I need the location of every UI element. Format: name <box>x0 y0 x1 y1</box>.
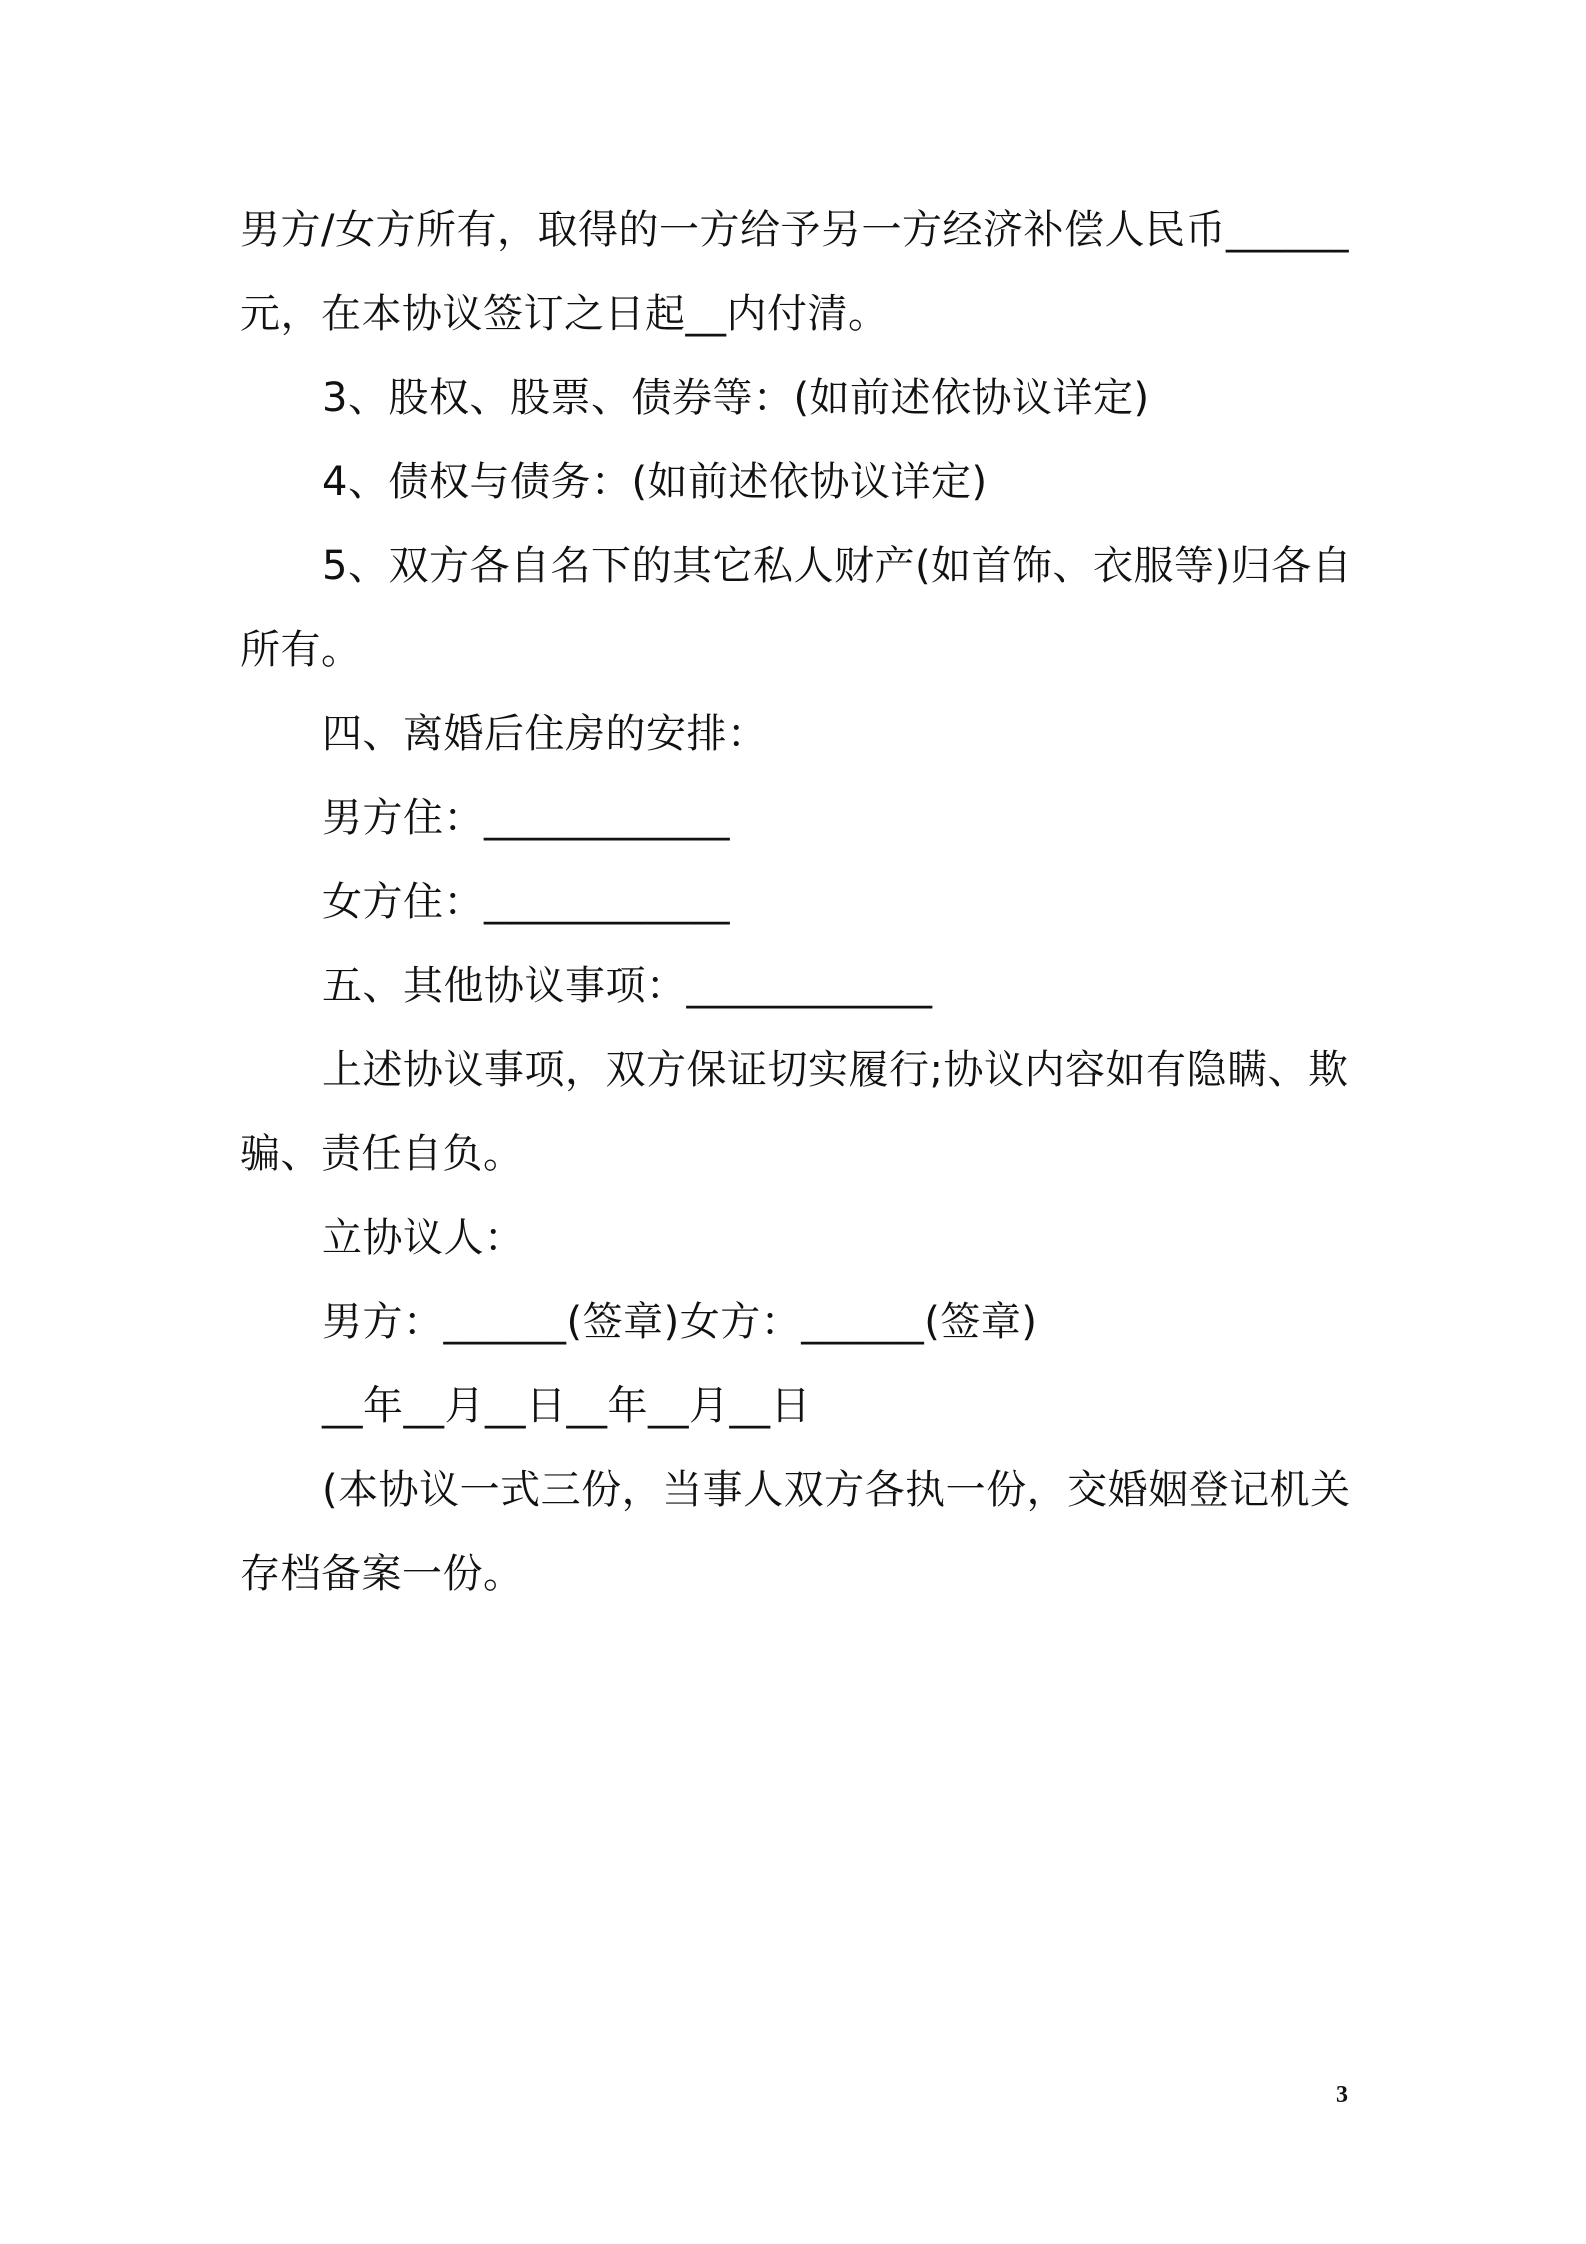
compensation-clause-line-2: 元，在本协议签订之日起__内付清。 <box>240 291 889 337</box>
section-4-housing-heading: 四、离婚后住房的安排： <box>322 711 768 757</box>
clause-4-debts: 4、债权与债务：(如前述依协议详定) <box>322 459 988 505</box>
page-number: 3 <box>1336 2082 1348 2108</box>
female-residence-field: 女方住：____________ <box>322 879 730 925</box>
compensation-clause-line-1: 男方/女方所有，取得的一方给予另一方经济补偿人民币______ <box>240 207 1349 253</box>
clause-5-personal-property-line-2: 所有。 <box>240 627 362 673</box>
signatories-heading: 立协议人： <box>322 1215 525 1261</box>
male-residence-field: 男方住：____________ <box>322 795 730 841</box>
section-5-other-matters: 五、其他协议事项：____________ <box>322 963 933 1009</box>
signature-fields: 男方：______(签章)女方：______(签章) <box>322 1299 1038 1345</box>
copies-note-line-1: (本协议一式三份，当事人双方各执一份，交婚姻登记机关 <box>322 1467 1351 1513</box>
date-fields: __年__月__日__年__月__日 <box>322 1383 811 1429</box>
copies-note-line-2: 存档备案一份。 <box>240 1551 524 1597</box>
clause-5-personal-property-line-1: 5、双方各自名下的其它私人财产(如首饰、衣服等)归各自 <box>322 543 1353 589</box>
performance-guarantee-line-1: 上述协议事项，双方保证切实履行;协议内容如有隐瞒、欺 <box>322 1047 1349 1093</box>
clause-3-stocks-bonds: 3、股权、股票、债券等：(如前述依协议详定) <box>322 375 1150 421</box>
document-body <box>240 188 1360 1616</box>
performance-guarantee-line-2: 骗、责任自负。 <box>240 1131 524 1177</box>
